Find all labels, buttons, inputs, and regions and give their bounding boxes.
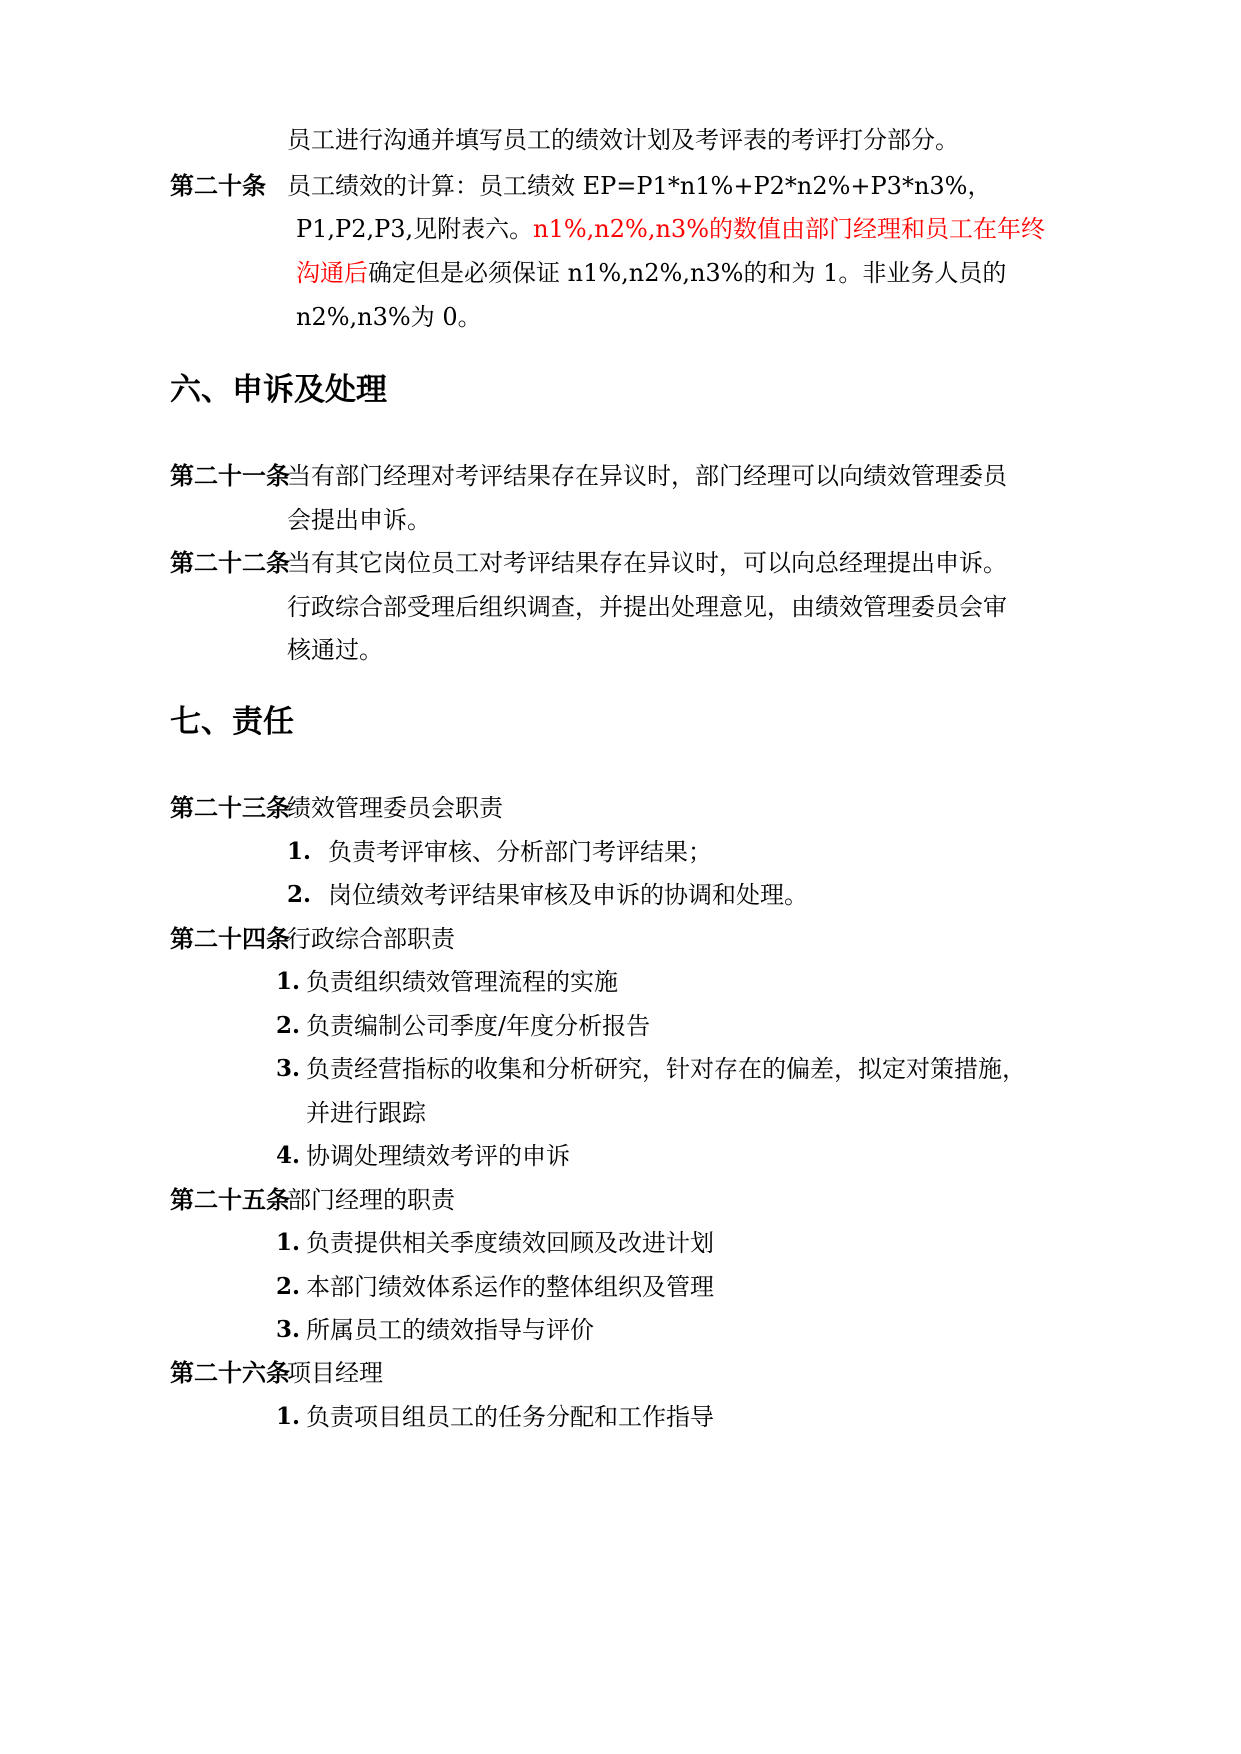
article-21-label: 第二十一条 — [170, 462, 290, 490]
article-24-label: 第二十四条 — [170, 925, 290, 953]
article-23-label: 第二十三条 — [170, 794, 290, 822]
list-item-text: 负责提供相关季度绩效回顾及改进计划 — [306, 1229, 714, 1257]
list-item-number: 2. — [276, 1012, 301, 1039]
article-20-line-2-text: P1,P2,P3,见附表六。 — [296, 215, 534, 243]
article-21-line-1: 当有部门经理对考评结果存在异议时，部门经理可以向绩效管理委员 — [287, 462, 1007, 490]
article-20-line-3 — [296, 258, 1006, 288]
article-20-label: 第二十条 — [170, 172, 266, 200]
list-item-text: 负责经营指标的收集和分析研究，针对存在的偏差，拟定对策措施， — [306, 1055, 1026, 1083]
article-20-line-3-text: 确定但是必须保证 n1%,n2%,n3%的和为 1。非业务人员的 — [368, 259, 1007, 287]
article-20-line-2 — [296, 214, 1045, 244]
article-24-title: 行政综合部职责 — [287, 925, 455, 953]
article-26-label: 第二十六条 — [170, 1359, 290, 1387]
list-item-text: 负责项目组员工的任务分配和工作指导 — [306, 1403, 714, 1431]
list-item-number: 3. — [276, 1316, 301, 1343]
article-23-title: 绩效管理委员会职责 — [287, 794, 503, 822]
section-7-heading: 七、责任 — [170, 704, 294, 740]
list-item-number: 2. — [287, 881, 312, 908]
list-item-text: 协调处理绩效考评的申诉 — [306, 1142, 570, 1170]
list-item-text: 岗位绩效考评结果审核及申诉的协调和处理。 — [328, 881, 808, 909]
article-22-line-2: 行政综合部受理后组织调查，并提出处理意见，由绩效管理委员会审 — [287, 593, 1007, 621]
article-26-title: 项目经理 — [287, 1359, 383, 1387]
list-item-number: 1. — [287, 838, 312, 865]
article-22-line-1: 当有其它岗位员工对考评结果存在异议时，可以向总经理提出申诉。 — [287, 549, 1007, 577]
article-20-line-1: 员工绩效的计算：员工绩效 EP=P1*n1%+P2*n2%+P3*n3%， — [287, 172, 992, 200]
list-item-number: 2. — [276, 1273, 301, 1300]
intro-line: 员工进行沟通并填写员工的绩效计划及考评表的考评打分部分。 — [287, 126, 959, 154]
list-item-text: 所属员工的绩效指导与评价 — [306, 1316, 594, 1344]
list-item-text: 本部门绩效体系运作的整体组织及管理 — [306, 1273, 714, 1301]
article-25-label: 第二十五条 — [170, 1186, 290, 1214]
article-21-line-2: 会提出申诉。 — [287, 506, 431, 534]
article-20-line-3-highlight: 沟通后 — [296, 259, 368, 287]
list-item-text: 负责编制公司季度/年度分析报告 — [306, 1012, 651, 1040]
article-20-line-4: n2%,n3%为 0。 — [296, 303, 482, 331]
list-item-number: 1. — [276, 1229, 301, 1256]
article-22-label: 第二十二条 — [170, 549, 290, 577]
list-item-text: 负责考评审核、分析部门考评结果； — [328, 838, 712, 866]
article-25-title: 部门经理的职责 — [287, 1186, 455, 1214]
article-22-line-3: 核通过。 — [287, 636, 383, 664]
list-item-number: 1. — [276, 968, 301, 995]
article-20-line-2-highlight: n1%,n2%,n3%的数值由部门经理和员工在年终 — [533, 215, 1045, 243]
list-item-text: 负责组织绩效管理流程的实施 — [306, 968, 618, 996]
list-item-number: 4. — [276, 1142, 301, 1169]
list-item-number: 3. — [276, 1055, 301, 1082]
list-item-text-continued: 并进行跟踪 — [306, 1099, 426, 1127]
list-item-number: 1. — [276, 1403, 301, 1430]
section-6-heading: 六、申诉及处理 — [170, 372, 387, 408]
